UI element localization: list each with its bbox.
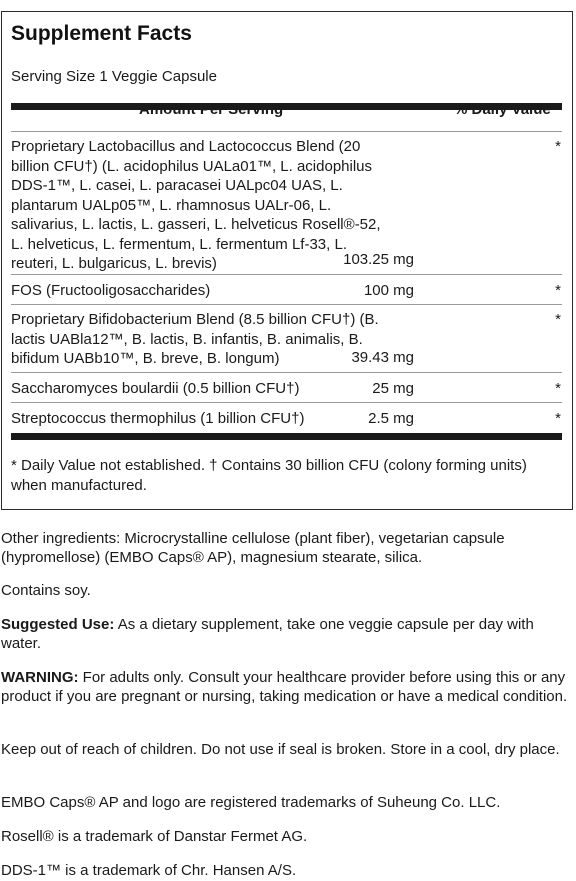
suggested-use-text: As a dietary supplement, take one veggie capsule per day with water.: [1, 616, 534, 652]
table-row: [11, 409, 562, 429]
header-daily-value: % Daily Value: [454, 101, 551, 118]
ingredient-amount: 103.25 mg: [343, 251, 414, 268]
table-row: [11, 379, 562, 399]
trademark-notice: DDS-1™ is a trademark of Chr. Hansen A/S.: [1, 862, 297, 879]
daily-value-mark: *: [555, 311, 561, 328]
row-divider: [11, 402, 562, 403]
warning-label: WARNING:: [1, 669, 79, 686]
daily-value-mark: *: [555, 380, 561, 397]
ingredient-name: Proprietary Lactobacillus and Lactococcus Blend (20 billion CFU†) (L. acidophilus UALa01™, L. acidophilus DDS-1™, L. casei, L. paracasei UALpc04 UAS, L. plantarum UALp05™, L. rhamnosus UALr-06, L. salivarius, L. lactis, L. gasseri, L. helveticus Rosell®-52, L. helveticus, L. fermentum, L. fermentum Lf-33, L. reuteri, L. bulgaricus, L. brevis): [11, 138, 381, 272]
ingredient-name: FOS (Fructooligosaccharides): [11, 282, 211, 299]
row-divider: [11, 372, 562, 373]
divider-header: [11, 131, 562, 132]
warning: [1, 669, 571, 706]
serving-size: Serving Size 1 Veggie Capsule: [11, 68, 217, 85]
warning-text: For adults only. Consult your healthcare provider before using this or any product if you are pregnant or nursing, taking medication or have a medical condition.: [1, 669, 568, 705]
table-row: [11, 281, 562, 301]
divider-thick-bottom: [11, 433, 562, 440]
table-row: [11, 310, 562, 370]
ingredient-name: Saccharomyces boulardii (0.5 billion CFU†): [11, 380, 300, 397]
table-row: [11, 137, 562, 273]
row-divider: [11, 304, 562, 305]
row-divider: [11, 274, 562, 275]
daily-value-mark: *: [555, 282, 561, 299]
ingredient-name: Proprietary Bifidobacterium Blend (8.5 billion CFU†) (B. lactis UABla12™, B. lactis, B. infantis, B. animalis, B. bifidum UABb10™, B. breve, B. longum): [11, 311, 379, 367]
daily-value-mark: *: [555, 410, 561, 427]
ingredient-amount: 39.43 mg: [351, 349, 414, 366]
suggested-use: [1, 616, 571, 653]
ingredient-amount: 25 mg: [372, 380, 414, 397]
ingredient-amount: 2.5 mg: [368, 410, 414, 427]
storage-instructions: Keep out of reach of children. Do not use if seal is broken. Store in a cool, dry place.: [1, 741, 560, 758]
trademark-notice: Rosell® is a trademark of Danstar Fermet AG.: [1, 828, 308, 845]
ingredient-name: Streptococcus thermophilus (1 billion CFU†): [11, 410, 305, 427]
ingredient-amount: 100 mg: [363, 282, 414, 299]
trademark-notice: EMBO Caps® AP and logo are registered trademarks of Suheung Co. LLC.: [1, 794, 501, 811]
contains-statement: Contains soy.: [1, 582, 91, 599]
panel-title: Supplement Facts: [11, 22, 192, 45]
daily-value-mark: *: [555, 138, 561, 155]
other-ingredients: Other ingredients: Microcrystalline cellulose (plant fiber), vegetarian capsule (hypromellose) (EMBO Caps® AP), magnesium stearate, silica.: [1, 530, 505, 566]
footnote: * Daily Value not established. † Contains 30 billion CFU (colony forming units) when manufactured.: [11, 457, 527, 494]
header-amount-per-serving: Amount Per Serving: [139, 101, 284, 118]
suggested-use-label: Suggested Use:: [1, 616, 115, 633]
